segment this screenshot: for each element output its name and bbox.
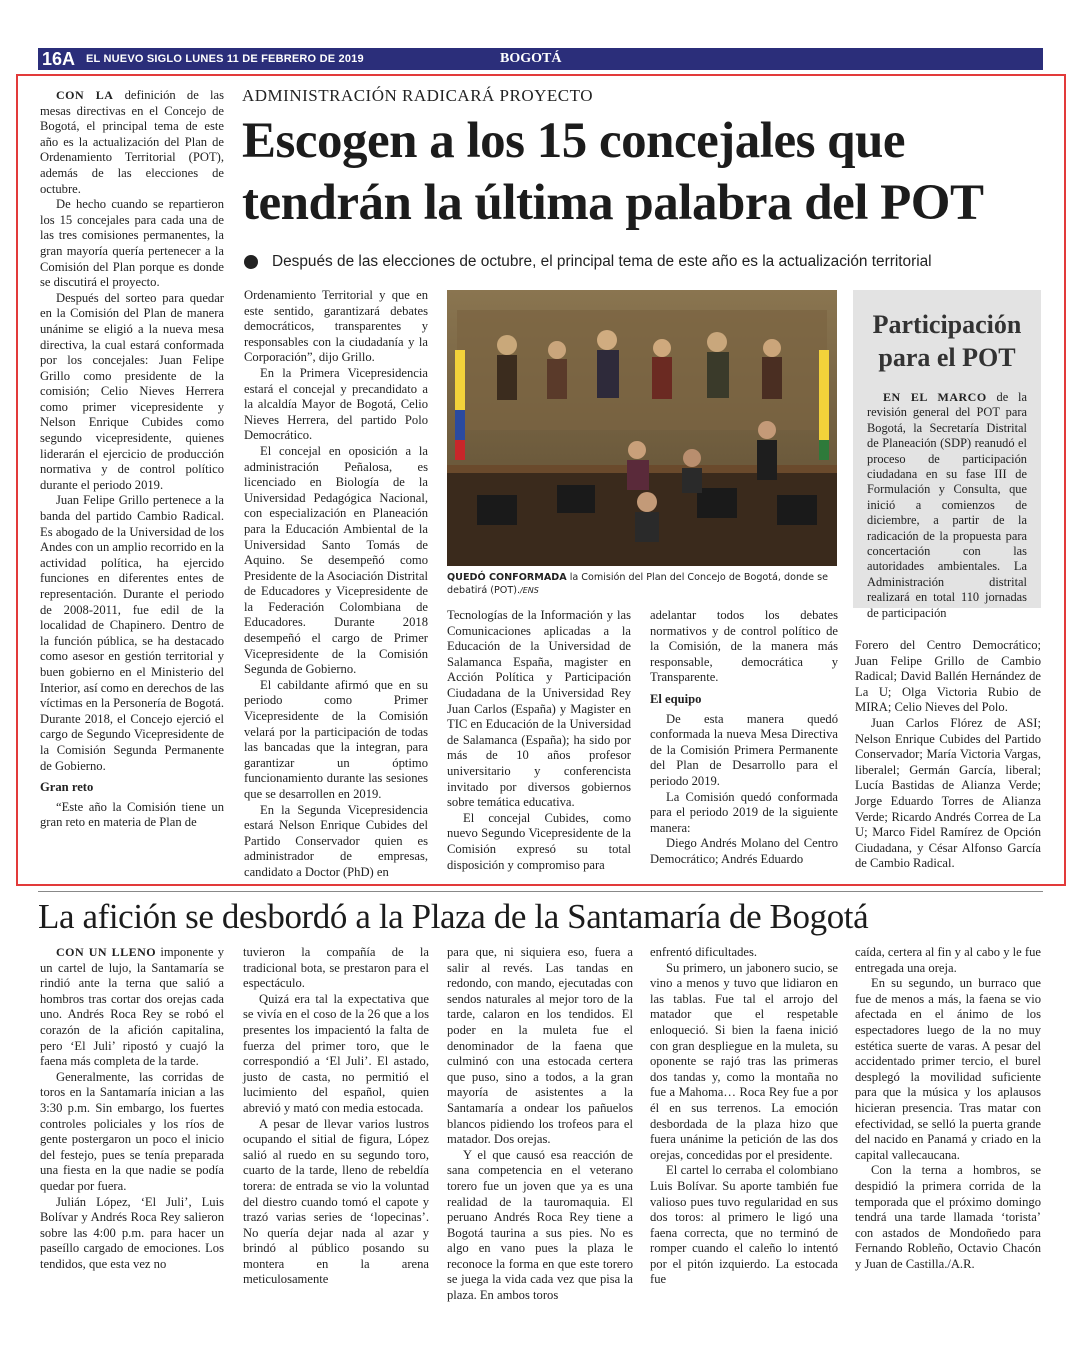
photo-caption [447,571,839,597]
paragraph: El cartel lo cerraba el colombiano Luis Bolívar. Su aporte también fue valioso pues tuvo regularidad en sus dos toros: al primero le ligó una faena correcta, que no terminó de romper cuando el caleño lo intentó por el pitón izquierdo. La estocada fue [650,1163,838,1287]
paragraph [40,88,224,197]
paragraph [867,390,1027,621]
paragraph: Con la terna a hombros, se despidió la primera corrida de la temporada que el próximo domingo tendrá una tarde llamada ‘torista’ con astados de Mondoñedo para Fernando Robleño, Octavio Chacón y Juan de Castilla./A.R. [855,1163,1041,1271]
paragraph: Ordenamiento Territorial y que en este sentido, garantizará debates democráticos, transparentes y responsables con la ciudadanía y la Corporación”, dijo Grillo. [244,288,428,365]
subline-text: Después de las elecciones de octubre, el principal tema de este año es la actualización territorial [272,253,932,270]
page-number: 16A [42,49,76,69]
paragraph: Y el que causó esa reacción de sana competencia en el veterano torero fue un joven que ya es una realidad de la tauromaquia. El peruano Andrés Roca Rey tiene a Bogotá taurina a sus pies. No es algo en vano pues la plaza le reconoce la forma en que este torero se juega la vida cada vez que pisa la plaza. En ambos toros [447,1147,633,1303]
paragraph [40,945,224,1070]
paragraph-text: de la revisión general del POT para Bogotá, la Secretaría Distrital de Planeación (SDP) reanudó el proceso de participación ciudadana en su fase III de Formulación y Consulta, que inició a comienzos de diciembre, a partir de la radicación de la propuesta para concertación con las autoridades ambientales. La Administración distrital realizará en total 110 jornadas de participación [867,390,1027,620]
paragraph: Tecnologías de la Información y las Comunicaciones aplicadas a la Educación de la Universidad de Salamanca España, magister en Acción Política y Participación Ciudadana de la Universidad Rey Juan Carlos (España) y Magister en TIC en Educación de la Universidad de Salamanca (España); ha sido por más de 10 años profesor universitario y conferencista invitado por diversos gobiernos sobre temática educativa. [447,608,631,810]
paragraph: En su segundo, un burraco que fue de menos a más, la faena se vio afectada en el ánimo de los espectadores luego de la no muy estética suerte de varas. A pesar del accidentado primer tercio, el burel desplegó la movilidad suficiente para que la música y los aplausos hicieran presencia. Tras matar con efectividad, se selló la puerta grande del nacido en Panamá y criado en la capital vallecaucana. [855,976,1041,1162]
lead-in: CON UN LLENO [56,945,157,959]
caption-credit: /ENS [520,586,539,595]
paragraph: caída, certera al fin y al cabo y le fue entregada una oreja. [855,945,1041,975]
paragraph: La Comisión quedó conformada para el periodo 2019 de la siguiente manera: [650,789,838,835]
subheading: El equipo [650,691,702,706]
paragraph: En la Segunda Vicepresidencia estará Nelson Enrique Cubides del Partido Conservador quien es administrador de empresas, candidato a Doctor (PhD) en [244,802,428,879]
paragraph: Después del sorteo para quedar en la Comisión del Plan de manera unánime se eligió a la nueva mesa directiva, la cual estará conformada por los concejales: Juan Felipe Grillo como presidente de la comisión; Celio Nieves Herrera como primer vicepresidente y Nelson Enrique Cubides como segundo vicepresidente, quienes liderarán el ejercicio de producción normativa y de control político durante el periodo 2019. [40,290,224,492]
box-title-line-2: para el POT [878,343,1016,372]
paragraph: Forero del Centro Democrático; Juan Felipe Grillo de Cambio Radical; David Ballén Hernández de La U; Olga Victoria Rubio de MIRA; Celio Nieves del Polo. [855,638,1041,715]
paragraph: para que, ni siquiera eso, fuera a salir al revés. Las tandas en redondo, con mando, ejecutadas con sendos naturales al mejor toro de la tarde, calaron en los tendidos. El poder en la muleta fue el denominador de la faena que culminó con una estocada certera que puso, sino a todos, a la gran mayoría de asistentes a la Santamaría a ondear los pañuelos blancos pidiendo los trofeos para el matador. Dos orejas. [447,945,633,1147]
paragraph: De esta manera quedó conformada la nueva Mesa Directiva de la Comisión Primera Permanente del Plan de Desarrollo para el periodo 2019. [650,711,838,788]
subheading: Gran reto [40,780,94,795]
paragraph: Julián López, ‘El Juli’, Luis Bolívar y Andrés Roca Rey salieron sobre las 4:00 p.m. para hacer un paseíllo cargado de emociones. Los tendidos, que esta vez no [40,1194,224,1271]
paragraph: El concejal Cubides, como nuevo Segundo Vicepresidente de la Comisión expresó su total disposición y compromiso para [447,810,631,872]
concejo-photo-image [447,290,837,566]
paragraph: Quizá era tal la expectativa que se vivía en el coso de la 26 que a los presentes los impacientó la falta de fuerza del primer toro, que le correspondió a ‘El Juli’. El astado, justo de casta, no permitió el lucimiento del español, quien abrevió y mató con media estocada. [243,991,429,1115]
paragraph: De hecho cuando se repartieron los 15 concejales para cada una de las tres comisiones permanentes, la gran mayoría quería pertenecer a la Comisión del Plan porque es donde se discutirá el proyecto. [40,197,224,290]
paragraph: Diego Andrés Molano del Centro Democrático; Andrés Eduardo [650,836,838,866]
lead-in: EN EL MARCO [883,390,987,404]
paragraph: El concejal en oposición a la administración Peñalosa, es licenciado en Biología de la Universidad Pedagógica Nacional, con especialización en Planeación para la Educación Ambiental de la Universidad Santo Tomás de Aquino. Se desempeñó como Presidente de la Asociación Distrital de Educadores y Vicepresidente de la Federación Colombiana de Educadores. Durante 2018 desempeñó el cargo de Primer Vicepresidente de la Comisión Segunda de Gobierno. [244,443,428,677]
paragraph: A pesar de llevar varios lustros ocupando el sitial de figura, López salió al ruedo en su segundo toro, cuarto de la tarde, lleno de rebeldía torera: de entrada se vio la voluntad del diestro cuando tomó el capote y trazó varias series de ‘lopecinas’. No quería dejar nada al azar y brindó al público posando su montera en la arena meticulosamente [243,1116,429,1287]
bullet-dot-icon [244,255,258,269]
sidebar-box-title [853,308,1041,374]
paragraph: Juan Felipe Grillo pertenece a la banda del partido Cambio Radical. Es abogado de la Universidad de los Andes con un amplio recorrido en la actividad política, ha ejercido funciones en diferentes entes de representación. Durante el periodo de 2008-2011, fue edil de la localidad de Chapinero. Dentro de la función pública, se ha destacado como asesor en gestión territorial y buen gobierno en el Ministerio del Interior, así como en derechos de las víctimas en la Personería de Bogotá. Durante 2018, el Concejo ejerció el cargo de Segundo Vicepresidente de la Comisión Segunda Permanente de Gobierno. [40,493,224,773]
headline-line-1: Escogen a los 15 concejales que [242,113,906,169]
paragraph: En la Primera Vicepresidencia estará el concejal y precandidato a la alcaldía Mayor de Bogotá, Celio Nieves Herrera, del partido Polo Democrático. [244,365,428,443]
paragraph: Generalmente, las corridas de toros en la Santamaría inician a las 3:30 p.m. Sin embargo, los fuertes controles policiales y los ríos de gente postergaron un poco el inicio del festejo, pues se tenía preparada una fiesta en la que nadie se podía quedar por fuera. [40,1069,224,1193]
lead-in: CON LA [56,88,114,102]
paragraph: “Este año la Comisión tiene un gran reto en materia de Plan de [40,799,224,830]
article1-column-1 [40,88,224,831]
article1-column-2 [244,288,428,881]
headline-line-2: tendrán la última palabra del POT [242,175,984,231]
article1-column-5 [855,638,1041,872]
section-name: BOGOTÁ [500,51,562,66]
paragraph: El cabildante afirmó que en su periodo como Primer Vicepresidente de la Comisión velará por la participación de todas las bancadas que la integran, para garantizar un óptimo funcionamiento durante las sesiones que se desarrollen en 2019. [244,677,428,801]
article2-column-5 [855,945,1041,1272]
box-title-line-1: Participación [872,310,1022,339]
article-kicker: ADMINISTRACIÓN RADICARÁ PROYECTO [242,86,593,105]
article-separator [38,891,1043,892]
paragraph: adelantar todos los debates normativos y de control político de la Comisión, de la manera más responsable, democrática y Transparente. [650,608,838,685]
article-headline [242,110,1042,234]
article2-column-3 [447,945,633,1304]
article2-column-4 [650,945,838,1288]
article1-column-3 [447,608,631,873]
paragraph-text: imponente y un cartel de lujo, la Santamaría se rindió ante la terna que salió a hombros tras cortar dos orejas cada uno. Andrés Roca Rey se robó el corazón de la afición capitalina, pero ‘El Juli’ ripostó y cuajó la faena más completa de la tarde. [40,945,224,1069]
paper-date-line: EL NUEVO SIGLO LUNES 11 DE FEBRERO DE 2019 [86,53,364,65]
caption-lead: QUEDÓ CONFORMADA [447,572,567,583]
article2-column-2 [243,945,429,1288]
sidebar-box [853,290,1041,620]
paragraph: Juan Carlos Flórez de ASI; Nelson Enrique Cubides del Partido Conservador; María Victoria Vargas, liberalel; Germán García, liberal; Lucía Bastidas de Alianza Verde; Jorge Eduardo Torres de Alianza Verde; Ricardo Andrés Correa de La U; Marco Fidel Ramírez de Opción Ciudadana, y César Alfonso García de Cambio Radical. [855,715,1041,871]
paragraph: tuvieron la compañía de la tradicional bota, se prestaron para el espectáculo. [243,945,429,991]
paragraph: Su primero, un jabonero sucio, se vino a menos y tuvo que lidiaron en las tablas. Fue tal el arrojo del matador que el respetable enloqueció. Si bien la faena inició con gran despliegue en la muleta, su oponente se rajó tras las primeras dos tandas y, como la montaña no fue a Mahoma… Roca Rey fue a por él en sus terrenos. La emoción desbordada de la plaza hizo que fuera unánime la petición de las dos orejas, concedidas por el presidente. [650,960,838,1162]
concejo-photo [447,290,837,566]
page-header-bar [38,48,1043,70]
article2-headline: La afición se desbordó a la Plaza de la Santamaría de Bogotá [38,897,869,936]
paragraph-text: definición de las mesas directivas en el Concejo de Bogotá, el principal tema de este año es la actualización del Plan de Ordenamiento Territorial (POT), además de las elecciones de octubre. [40,88,224,196]
article1-column-4 [650,608,838,868]
article2-column-1 [40,945,224,1272]
paragraph: enfrentó dificultades. [650,945,758,959]
sidebar-box-body [867,390,1027,621]
caption-text: la Comisión del Plan del Concejo de Bogotá, donde se debatirá (POT). [447,572,829,596]
